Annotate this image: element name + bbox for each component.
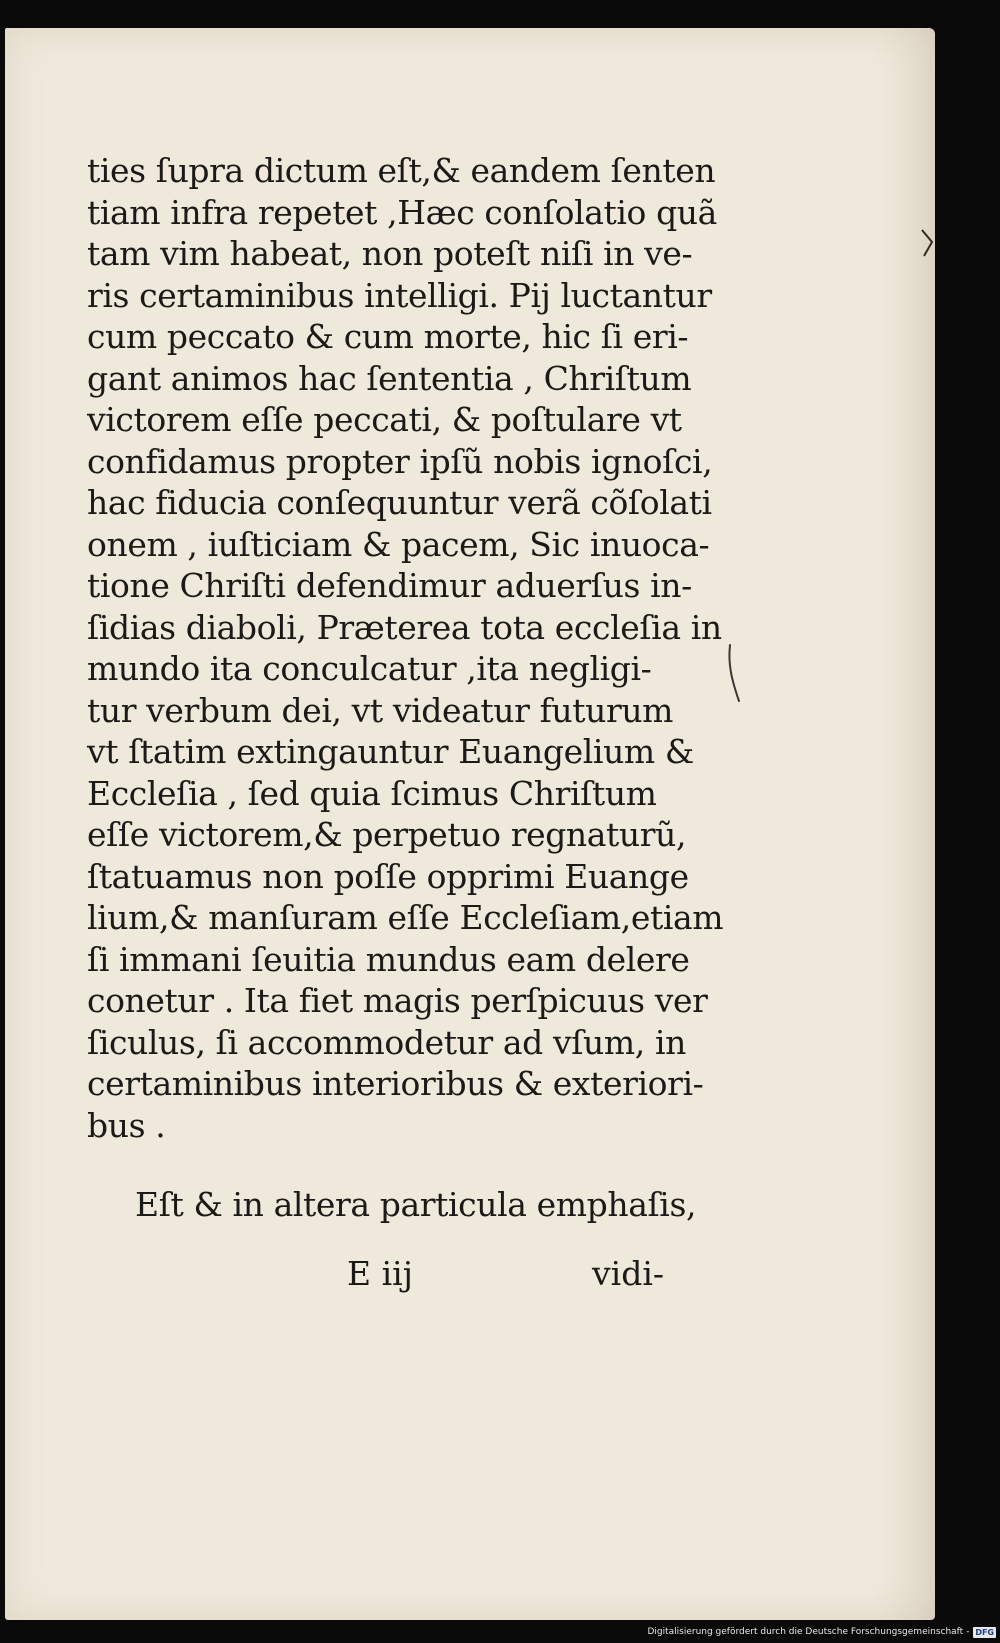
text-line: lium,& manſuram eſſe Eccleſiam,etiam [87,898,724,937]
text-line: tur verbum dei, vt videatur futurum [87,690,674,730]
book-page [5,28,935,1620]
text-line: gant animos hac ſententia , Chriſtum [87,358,692,398]
text-line: eſſe victorem,& perpetuo regnaturũ, [87,815,687,854]
main-text [87,150,724,1226]
text-line: Eſt & in altera particula emphaſis, [135,1185,697,1224]
text-line: ſi immani ſeuitia mundus eam delere [87,939,690,979]
catchword: vidi- [592,1254,665,1293]
text-line: conetur . Ita fiet magis perſpicuus ver [87,981,708,1020]
margin-mark-icon [727,643,741,703]
page-catchline [87,1253,717,1295]
text-line: tam vim habeat, non poteſt niſi in ve- [87,234,693,273]
text-line: ties ſupra dictum eſt,& eandem ſenten [87,151,716,190]
text-line: ſidias diaboli, Præterea tota eccleſia in [87,607,722,647]
edge-tear-icon [920,228,934,258]
text-line: mundo ita conculcatur ,ita negligi- [87,649,652,688]
text-line: ris certaminibus intelligi. Pij luctantur [87,275,712,315]
paragraph-gap [87,1146,717,1184]
text-line: onem , iuſticiam & pacem, Sic inuoca- [87,524,710,564]
text-line: ſiculus, ſi accommodetur ad vſum, in [87,1022,686,1062]
text-line: bus . [87,1105,166,1145]
text-line: tiam infra repetet ,Hæc conſolatio quã [87,192,717,232]
text-line: Eccleſia , ſed quia ſcimus Chriſtum [87,773,657,813]
text-line: ſtatuamus non poſſe opprimi Euange [87,856,689,896]
text-line: confidamus propter ipſũ nobis ignoſci, [87,441,713,481]
text-line: hac fiducia conſequuntur verã cõſolati [87,483,712,522]
text-line: victorem eſſe peccati, & poſtulare vt [87,400,682,439]
text-line: cum peccato & cum morte, hic ſi eri- [87,317,689,356]
digitization-footer [647,1625,996,1639]
dfg-logo-icon: DFG [975,1627,994,1637]
footer-credit: Digitalisierung gefördert durch die Deutsche Forschungsgemeinschaft - [647,1627,970,1637]
text-line: vt ſtatim extingauntur Euangelium & [87,732,694,771]
paragraph-2 [87,1184,717,1226]
text-line: tione Chriſti defendimur aduerſus in- [87,566,692,605]
paragraph-1 [87,150,724,1146]
signature-mark: E iij [347,1254,413,1293]
text-line: certaminibus interioribus & exteriori- [87,1064,704,1103]
